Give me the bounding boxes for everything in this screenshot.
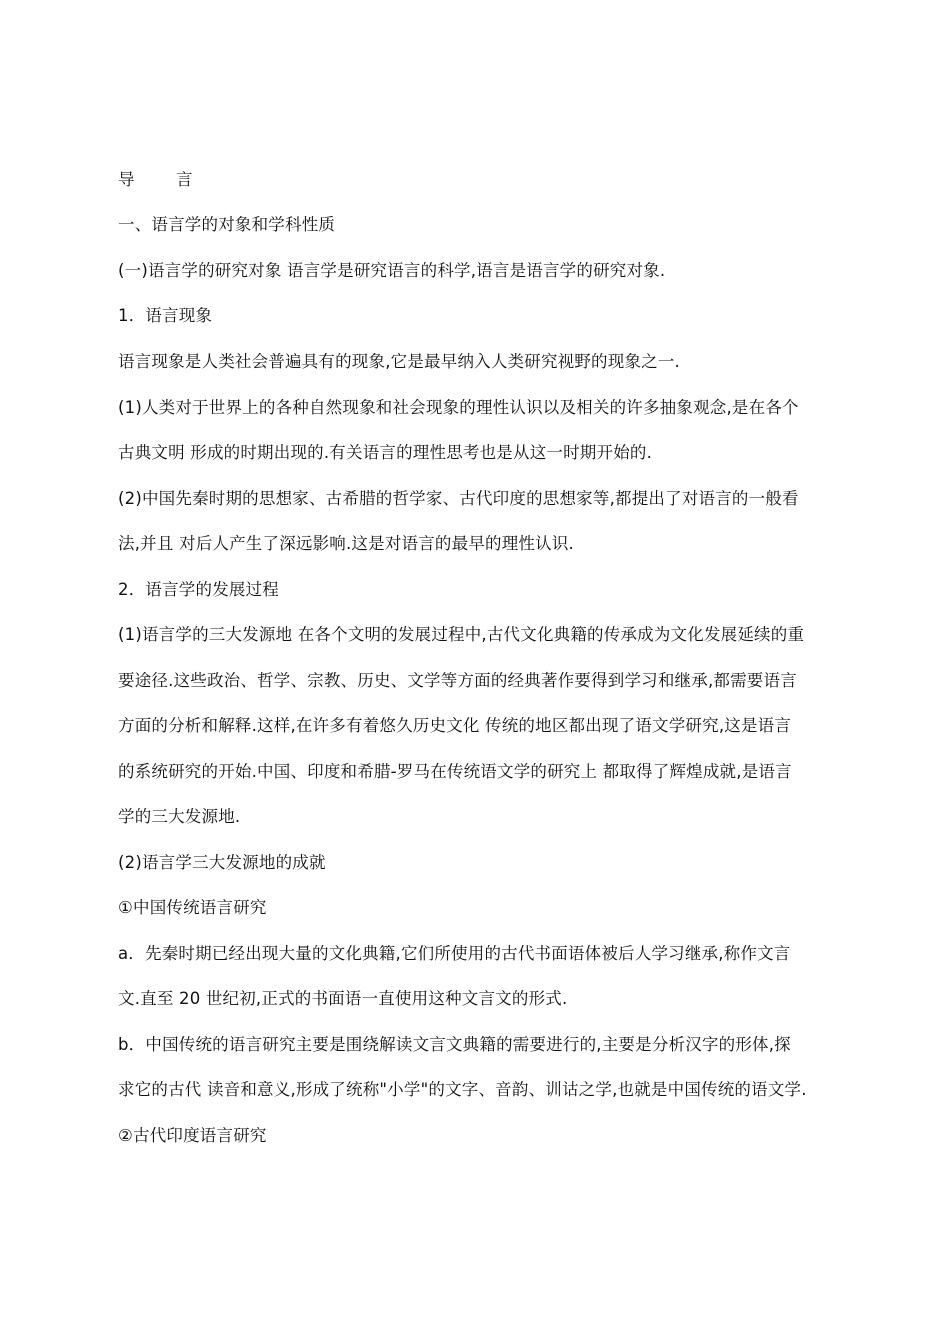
paragraph-line: 古典文明 形成的时期出现的.有关语言的理性思考也是从这一时期开始的. [118,443,653,462]
title-char-1: 导 [118,170,135,189]
subsection-heading: (一)语言学的研究对象 语言学是研究语言的科学,语言是语言学的研究对象. [118,261,666,280]
paragraph-line: 方面的分析和解释.这样,在许多有着悠久历史文化 传统的地区都出现了语文学研究,这是语言 [118,716,792,735]
item-heading: 2．语言学的发展过程 [118,580,279,599]
section-heading: 一、语言学的对象和学科性质 [118,215,336,234]
paragraph-line: 学的三大发源地. [118,807,241,826]
paragraph-line: (1)语言学的三大发源地 在各个文明的发展过程中,古代文化典籍的传承成为文化发展延续的重 [118,625,805,644]
paragraph-line: 要途径.这些政治、哲学、宗教、历史、文学等方面的经典著作要得到学习和继承,都需要语言 [118,671,797,690]
paragraph-line: 文.直至 20 世纪初,正式的书面语一直使用这种文言文的形式. [118,989,568,1008]
paragraph-line: (1)人类对于世界上的各种自然现象和社会现象的理性认识以及相关的许多抽象观念,是在各个 [118,398,799,417]
sub-item-heading: ①中国传统语言研究 [118,898,267,917]
paragraph-line: 的系统研究的开始.中国、印度和希腊-罗马在传统语文学的研究上 都取得了辉煌成就,是语言 [118,762,792,781]
sub-item-heading: ②古代印度语言研究 [118,1126,267,1145]
title-char-2: 言 [176,170,193,189]
paragraph-line: b．中国传统的语言研究主要是围绕解读文言文典籍的需要进行的,主要是分析汉字的形体,探 [118,1035,791,1054]
paragraph-line: (2)中国先秦时期的思想家、古希腊的哲学家、古代印度的思想家等,都提出了对语言的一般看 [118,489,799,508]
item-heading: 1．语言现象 [118,306,213,325]
paragraph-line: 求它的古代 读音和意义,形成了统称"小学"的文字、音韵、训诂之学,也就是中国传统的语文学. [118,1080,807,1099]
paragraph-line: 语言现象是人类社会普遍具有的现象,它是最早纳入人类研究视野的现象之一. [118,352,680,371]
paragraph-line: 法,并且 对后人产生了深远影响.这是对语言的最早的理性认识. [118,534,574,553]
paragraph-line: a．先秦时期已经出现大量的文化典籍,它们所使用的古代书面语体被后人学习继承,称作文言 [118,944,791,963]
item-heading: (2)语言学三大发源地的成就 [118,853,326,872]
